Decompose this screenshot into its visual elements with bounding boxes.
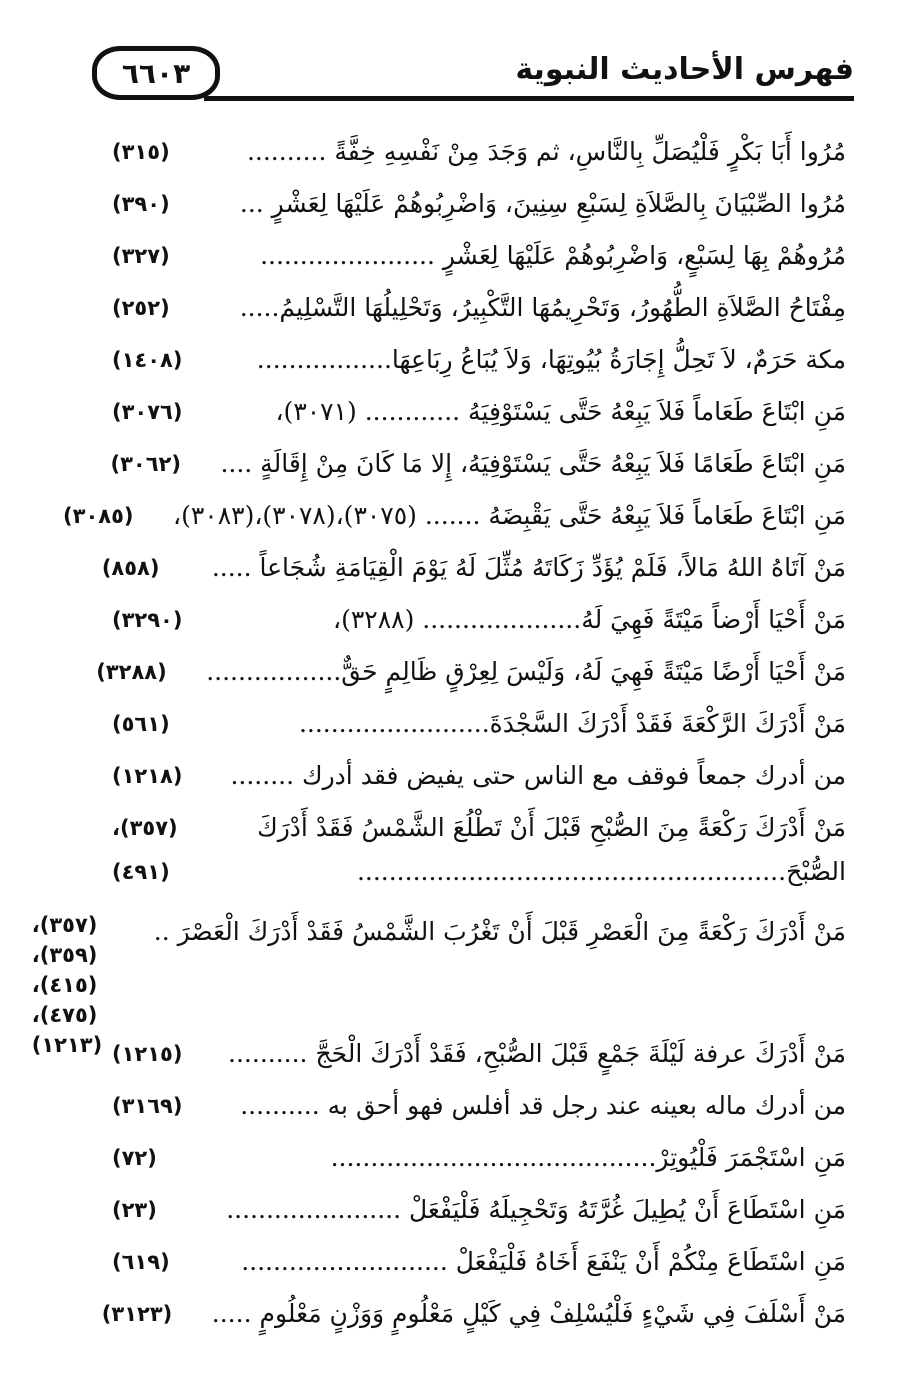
hadith-text: مَنْ أَدْرَكَ رَكْعَةً مِنَ الْعَصْرِ قَبْلَ أَنْ تَغْرُبَ الشَّمْسُ فَقَدْ أَدْرَكَ الْعَصْرَ .. (153, 917, 846, 946)
list-item (112, 182, 846, 234)
hadith-ref-line2: (٤١٥)،(٤٧٥)، (31, 973, 98, 1027)
list-item (112, 234, 846, 286)
hadith-ref: (١٤٠٨) (112, 348, 183, 372)
hadith-ref: (٣٢٧) (112, 244, 170, 268)
list-item (112, 338, 846, 390)
hadith-ref: (٣١٦٩) (112, 1094, 183, 1118)
hadith-text: مَنْ أَدْرَكَ الرَّكْعَةَ فَقَدْ أَدْرَكَ السَّجْدَةَ........................ (298, 709, 846, 738)
hadith-text: مُرُوهُمْ بِهَا لِسَبْعٍ، وَاضْرِبُوهُمْ عَلَيْهَا لِعَشْرٍ ...................... (260, 241, 846, 270)
list-item (112, 442, 846, 494)
hadith-text-line1: مَنْ أَدْرَكَ رَكْعَةً مِنَ الصُّبْحِ قَبْلَ أَنْ تَطْلُعَ الشَّمْسُ فَقَدْ أَدْرَكَ (257, 813, 846, 842)
hadith-ref: (٣٠٦٢) (110, 452, 181, 476)
hadith-ref-line3: (١٢١٣) (31, 1033, 103, 1057)
list-item (112, 286, 846, 338)
hadith-ref: (٣١٥) (112, 140, 170, 164)
hadith-text: مَنْ آتَاهُ اللهُ مَالاً، فَلَمْ يُؤَدِّ زَكَاتَهُ مُثِّلَ لَهُ يَوْمَ الْقِيَامَةِ شُجَاعاً ..... (211, 553, 846, 582)
hadith-ref: (٢٥٢) (112, 296, 170, 320)
hadith-ref: (٣٠٨٥) (63, 504, 134, 528)
list-item (63, 494, 846, 546)
hadith-ref: (٧٢) (112, 1146, 157, 1170)
hadith-text: مَنِ اسْتَطَاعَ مِنْكُمْ أَنْ يَنْفَعَ أَخَاهُ فَلْيَفْعَلْ .......................... (241, 1247, 846, 1276)
page-header (92, 46, 854, 106)
hadith-ref: (٥٦١) (112, 712, 170, 736)
list-item (112, 598, 846, 650)
list-item (101, 546, 846, 598)
hadith-ref: (٣٩٠) (112, 192, 170, 216)
list-item (112, 1084, 846, 1136)
hadith-text: مِفْتَاحُ الصَّلاَةِ الطُّهُورُ، وَتَحْرِيمُهَا التَّكْبِيرُ، وَتَحْلِيلُهَا التَّسْلِيمُ..... (239, 293, 846, 322)
hadith-ref: (٢٣) (112, 1198, 157, 1222)
hadith-ref: (٣٢٨٨) (96, 660, 167, 684)
hadith-text: من أدرك ماله بعينه عند رجل قد أفلس فهو أحق به .......... (240, 1091, 846, 1120)
hadith-text: مُرُوا الصِّبْيَانَ بِالصَّلاَةِ لِسَبْعِ سِنِينَ، وَاضْرِبُوهُمْ عَلَيْهَا لِعَشْرٍ ... (239, 189, 846, 218)
hadith-text: مَنْ أَسْلَفَ فِي شَيْءٍ فَلْيُسْلِفْ فِي كَيْلٍ مَعْلُومٍ وَوَزْنٍ مَعْلُومٍ ..... (211, 1299, 846, 1328)
hadith-ref: (١٢١٥) (112, 1042, 183, 1066)
hadith-text: مَنِ ابْتَاعَ طَعَامًا فَلاَ يَبِعْهُ حَتَّى يَسْتَوْفِيَهُ، إِلا مَا كَانَ مِنْ إِقَالَةٍ .... (220, 449, 846, 478)
page-number: ٦٦٠٣ (121, 56, 191, 90)
hadith-text: مَنْ أَحْيَا أَرْضًا مَيْتَةً فَهِيَ لَهُ، وَلَيْسَ لِعِرْقٍ ظَالِمٍ حَقٌّ................. (206, 657, 846, 686)
hadith-ref (112, 806, 220, 894)
hadith-text: مَنِ ابْتَاعَ طَعَاماً فَلاَ يَبِعْهُ حَتَّى يَقْبِضَهُ ....... (٣٠٧٥)،(٣٠٧٨)،(٣٠٨٣)، (173, 501, 846, 530)
hadith-text: مَنْ أَحْيَا أَرْضاً مَيْتَةً فَهِيَ لَهُ.................... (٣٢٨٨)، (333, 605, 846, 634)
list-item (96, 650, 846, 702)
list-item (112, 806, 846, 910)
list-item (112, 1032, 846, 1084)
hadith-text: مَنِ ابْتَاعَ طَعَاماً فَلاَ يَبِعْهُ حَتَّى يَسْتَوْفِيَهُ ............ (٣٠٧١)، (275, 397, 846, 426)
hadith-ref: (٣٢٩٠) (112, 608, 183, 632)
hadith-text: مَنْ أَدْرَكَ عرفة لَيْلَةَ جَمْعٍ قَبْلَ الصُّبْحِ، فَقَدْ أَدْرَكَ الْحَجَّ .......... (228, 1039, 846, 1068)
hadith-text: مَنِ اسْتَطَاعَ أَنْ يُطِيلَ غُرَّتَهُ وَتَحْجِيلَهُ فَلْيَفْعَلْ ...................... (226, 1195, 846, 1224)
list-item (112, 754, 846, 806)
hadith-ref: (٣٠٧٦) (112, 400, 183, 424)
list-item (112, 1136, 846, 1188)
hadith-ref-line2: (٤٩١) (112, 860, 170, 884)
hadith-ref: (٣١٢٣) (101, 1302, 173, 1326)
hadith-text: مُرُوا أَبَا بَكْرٍ فَلْيُصَلِّ بِالنَّاسِ، ثم وَجَدَ مِنْ نَفْسِهِ خِفَّةً .......... (246, 137, 846, 166)
hadith-text-line2: الصُّبْحَ...................................................... (356, 857, 846, 886)
page-number-badge (92, 46, 220, 100)
list-item (112, 702, 846, 754)
list-item (112, 130, 846, 182)
hadith-ref: (٦١٩) (112, 1250, 170, 1274)
hadith-text: من أدرك جمعاً فوقف مع الناس حتى يفيض فقد أدرك ........ (230, 761, 846, 790)
hadith-text: مَنِ اسْتَجْمَرَ فَلْيُوتِرْ......................................... (330, 1143, 846, 1172)
list-item (101, 1292, 846, 1344)
hadith-text (234, 806, 846, 894)
hadith-ref-line1: (٣٥٧)،(٣٥٩)، (31, 913, 98, 967)
header-rule (204, 96, 854, 101)
hadith-ref: (١٢١٨) (112, 764, 183, 788)
list-item (112, 390, 846, 442)
list-item (112, 1188, 846, 1240)
hadith-text: مكة حَرَمٌ، لاَ تَحِلُّ إِجَارَةُ بُيُوتِهَا، وَلاَ يُبَاعُ رِبَاعِهَا................. (256, 345, 846, 374)
hadith-ref-line1: (٣٥٧)، (112, 816, 178, 840)
page-title: فهرس الأحاديث النبوية (515, 52, 854, 87)
hadith-ref: (٨٥٨) (101, 556, 160, 580)
hadith-index-list (31, 130, 846, 1344)
list-item (112, 1240, 846, 1292)
